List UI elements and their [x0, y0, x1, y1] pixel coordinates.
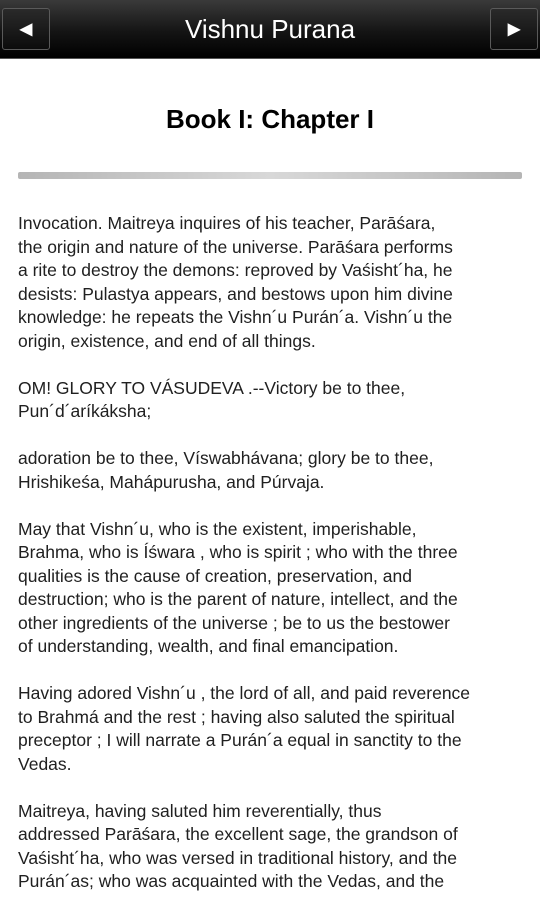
title-bar [0, 0, 540, 59]
text-line: Brahma, who is Íśwara , who is spirit ; who with the three [18, 542, 458, 562]
text-line: origin, existence, and end of all things. [18, 330, 316, 351]
paragraph [18, 212, 526, 353]
previous-chapter-button[interactable] [2, 8, 50, 50]
paragraph [18, 447, 526, 494]
chapter-text[interactable] [18, 212, 526, 917]
text-line: the origin and nature of the universe. Parāśara performs [18, 236, 453, 257]
text-line: knowledge: he repeats the Vishn´u Purán´a. Vishn´u the [18, 307, 453, 327]
chevron-left-icon: ◀ [19, 21, 33, 38]
paragraph [18, 800, 526, 894]
paragraph [18, 682, 526, 776]
text-line: Pun´d´aríkáksha; [18, 401, 152, 421]
text-line: May that Vishn´u, who is the existent, imperishable, [18, 518, 417, 539]
paragraph [18, 377, 526, 424]
text-line: addressed Parāśara, the excellent sage, the grandson of [18, 824, 458, 844]
text-line: Vaśisht´ha, who was versed in traditional history, and the [18, 847, 458, 868]
text-line: preceptor ; I will narrate a Purán´a equal in sanctity to the [18, 730, 462, 750]
text-line: Invocation. Maitreya inquires of his teacher, Parāśara, [18, 213, 436, 233]
app-title: Vishnu Purana [184, 14, 356, 44]
paragraph [18, 518, 526, 659]
chapter-title: Book I: Chapter I [165, 104, 374, 134]
text-line: to Brahmá and the rest ; having also saluted the spiritual [18, 706, 455, 727]
text-line: Maitreya, having saluted him reverentially, thus [18, 800, 382, 821]
text-line: a rite to destroy the demons: reproved by Vaśisht´ha, he [18, 260, 453, 280]
text-line: adoration be to thee, Víswabhávana; glory be to thee, [18, 448, 434, 468]
text-line: qualities is the cause of creation, preservation, and [18, 565, 412, 586]
text-line: destruction; who is the parent of nature, intellect, and the [18, 589, 458, 609]
text-line: Having adored Vishn´u , the lord of all, and paid reverence [18, 683, 471, 703]
text-line: Hrishikeśa, Mahápurusha, and Púrvaja. [18, 471, 325, 492]
next-chapter-button[interactable] [490, 8, 538, 50]
text-line: other ingredients of the universe ; be to us the bestower [18, 612, 450, 633]
chevron-right-icon: ▶ [507, 21, 521, 38]
text-line: desists: Pulastya appears, and bestows upon him divine [18, 283, 453, 304]
text-line: Purán´as; who was acquainted with the Vedas, and the [18, 871, 445, 891]
divider [18, 172, 522, 179]
text-line: Vedas. [18, 753, 72, 774]
text-line: OM! GLORY TO VÁSUDEVA .--Victory be to thee, [18, 377, 406, 398]
text-line: of understanding, wealth, and final emancipation. [18, 636, 399, 656]
